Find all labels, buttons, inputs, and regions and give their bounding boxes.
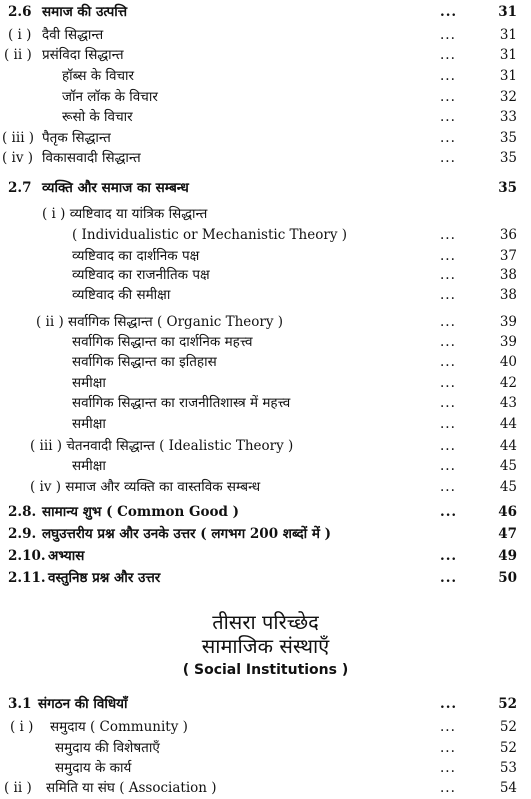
toc-entry [0, 225, 531, 245]
leader-dots: ... [440, 548, 458, 564]
entry-number: 2.9. [8, 526, 37, 542]
leader-dots: ... [440, 68, 456, 84]
entry-number: ( ii ) [4, 47, 32, 63]
toc-entry [0, 332, 531, 352]
toc-entry [0, 265, 531, 285]
leader-dots: ... [440, 248, 456, 264]
entry-title: व्यष्टिवाद का दार्शनिक पक्ष [72, 248, 200, 264]
leader-dots: ... [440, 570, 458, 586]
toc-entry [0, 312, 531, 332]
entry-title: लघुउत्तरीय प्रश्न और उनके उत्तर ( लगभग 200 शब्दों में ) [42, 526, 331, 542]
entry-title: ( Individualistic or Mechanistic Theory ) [72, 227, 348, 243]
entry-title: दैवी सिद्धान्त [42, 27, 104, 43]
entry-title: व्यष्टिवाद का राजनीतिक पक्ष [72, 267, 210, 283]
leader-dots: ... [440, 267, 456, 283]
leader-dots: ... [440, 438, 456, 454]
page-number: 54 [499, 780, 517, 796]
page-number: 44 [499, 438, 517, 454]
entry-title: सर्वागिक सिद्धान्त का राजनीतिशास्त्र में महत्त्व [72, 395, 291, 411]
page-number: 39 [499, 334, 517, 350]
leader-dots: ... [440, 109, 456, 125]
page-number: 46 [498, 504, 517, 520]
entry-title: समुदाय ( Community ) [50, 719, 188, 735]
entry-title: समुदाय की विशेषताएँ [55, 740, 160, 756]
entry-title: ( iv ) समाज और व्यक्ति का वास्तविक सम्बन्ध [30, 479, 261, 495]
leader-dots: ... [440, 458, 456, 474]
page-number: 31 [499, 47, 517, 63]
entry-number: 3.1 [8, 696, 32, 712]
toc-entry [0, 524, 531, 544]
toc-entry [0, 477, 531, 497]
page-number: 36 [499, 227, 517, 243]
toc-entry [0, 758, 531, 778]
toc-entry [0, 568, 531, 588]
toc-entry [0, 66, 531, 86]
entry-title: संगठन की विधियाँ [38, 696, 128, 712]
entry-title: समाज की उत्पत्ति [42, 4, 128, 20]
toc-entry [0, 107, 531, 127]
entry-number: ( iii ) [2, 130, 35, 146]
leader-dots: ... [440, 89, 456, 105]
entry-title: ( i ) व्यष्टिवाद या यांत्रिक सिद्धान्त [42, 206, 208, 222]
entry-title: समीक्षा [72, 458, 106, 474]
entry-number: 2.10. [8, 548, 46, 564]
leader-dots: ... [440, 354, 456, 370]
toc-entry [0, 373, 531, 393]
chapter-subtitle: सामाजिक संस्थाएँ [201, 634, 330, 658]
toc-entry [0, 738, 531, 758]
page-number: 31 [499, 27, 517, 43]
leader-dots: ... [440, 719, 456, 735]
entry-number: 2.7 [8, 180, 32, 196]
page-number: 52 [499, 740, 517, 756]
entry-number: ( ii ) [4, 780, 32, 796]
leader-dots: ... [440, 780, 456, 796]
page-number: 38 [499, 267, 517, 283]
entry-title: अभ्यास [48, 548, 85, 564]
entry-number: ( i ) [8, 27, 32, 43]
page-number: 45 [499, 479, 517, 495]
leader-dots: ... [440, 287, 456, 303]
leader-dots: ... [440, 27, 456, 43]
toc-entry [0, 2, 531, 22]
page-number: 31 [498, 4, 517, 20]
toc-entry [0, 546, 531, 566]
page-number: 43 [499, 395, 517, 411]
leader-dots: ... [440, 4, 458, 20]
entry-title: रूसो के विचार [62, 109, 133, 125]
toc-entry [0, 45, 531, 65]
entry-title: विकासवादी सिद्धान्त [42, 150, 141, 166]
leader-dots: ... [440, 314, 456, 330]
toc-entry [0, 717, 531, 737]
entry-title: सर्वागिक सिद्धान्त का इतिहास [72, 354, 217, 370]
entry-title: पैतृक सिद्धान्त [42, 130, 111, 146]
toc-entry [0, 204, 531, 224]
toc-entry [0, 393, 531, 413]
toc-entry [0, 436, 531, 456]
leader-dots: ... [440, 395, 456, 411]
page-number: 49 [498, 548, 517, 564]
leader-dots: ... [440, 760, 456, 776]
toc-entry [0, 502, 531, 522]
leader-dots: ... [440, 227, 456, 243]
page-number: 38 [499, 287, 517, 303]
entry-title: ( iii ) चेतनवादी सिद्धान्त ( Idealistic Theory ) [30, 438, 294, 454]
leader-dots: ... [440, 740, 456, 756]
page-number: 50 [498, 570, 517, 586]
page-number: 35 [499, 150, 517, 166]
page-number: 31 [499, 68, 517, 84]
page-number: 33 [499, 109, 517, 125]
page-number: 42 [499, 375, 517, 391]
entry-title: जॉन लॉक के विचार [62, 89, 158, 105]
entry-number: ( i ) [10, 719, 34, 735]
page-number: 44 [499, 416, 517, 432]
entry-title: प्रसंविदा सिद्धान्त [42, 47, 124, 63]
entry-title: सर्वागिक सिद्धान्त का दार्शनिक महत्त्व [72, 334, 253, 350]
entry-title: हॉब्स के विचार [62, 68, 135, 84]
leader-dots: ... [440, 696, 458, 712]
leader-dots: ... [440, 130, 456, 146]
entry-title: सामान्य शुभ ( Common Good ) [42, 504, 240, 520]
page-number: 39 [499, 314, 517, 330]
entry-number: ( iv ) [2, 150, 34, 166]
toc-entry [0, 285, 531, 305]
toc-entry [0, 352, 531, 372]
toc-entry [0, 246, 531, 266]
entry-title: ( ii ) सर्वागिक सिद्धान्त ( Organic Theory ) [36, 314, 284, 330]
entry-title: व्यष्टिवाद की समीक्षा [72, 287, 171, 303]
entry-title: व्यक्ति और समाज का सम्बन्ध [42, 180, 189, 196]
toc-entry [0, 178, 531, 198]
page-number: 37 [499, 248, 517, 264]
page-number: 35 [498, 180, 517, 196]
page-number: 45 [499, 458, 517, 474]
chapter-title: तीसरा परिच्छेद [212, 610, 319, 634]
page-number: 53 [499, 760, 517, 776]
chapter-english-title: ( Social Institutions ) [182, 662, 349, 678]
toc-entry [0, 128, 531, 148]
entry-number: 2.6 [8, 4, 32, 20]
page-number: 40 [499, 354, 517, 370]
toc-entry [0, 25, 531, 45]
entry-title: वस्तुनिष्ठ प्रश्न और उत्तर [48, 570, 161, 586]
entry-title: समिति या संघ ( Association ) [46, 780, 217, 796]
leader-dots: ... [440, 479, 456, 495]
leader-dots: ... [440, 375, 456, 391]
entry-title: समुदाय के कार्य [55, 760, 132, 776]
toc-entry [0, 414, 531, 434]
page-number: 52 [499, 719, 517, 735]
entry-title: समीक्षा [72, 375, 106, 391]
toc-entry [0, 87, 531, 107]
toc-entry [0, 778, 531, 798]
page-number: 35 [499, 130, 517, 146]
entry-title: समीक्षा [72, 416, 106, 432]
page-number: 47 [498, 526, 517, 542]
entry-number: 2.11. [8, 570, 46, 586]
toc-entry [0, 694, 531, 714]
toc-entry [0, 456, 531, 476]
leader-dots: ... [440, 150, 456, 166]
page-number: 52 [498, 696, 517, 712]
leader-dots: ... [440, 416, 456, 432]
entry-number: 2.8. [8, 504, 37, 520]
leader-dots: ... [440, 47, 456, 63]
toc-entry [0, 148, 531, 168]
leader-dots: ... [440, 504, 458, 520]
leader-dots: ... [440, 334, 456, 350]
page-number: 32 [499, 89, 517, 105]
